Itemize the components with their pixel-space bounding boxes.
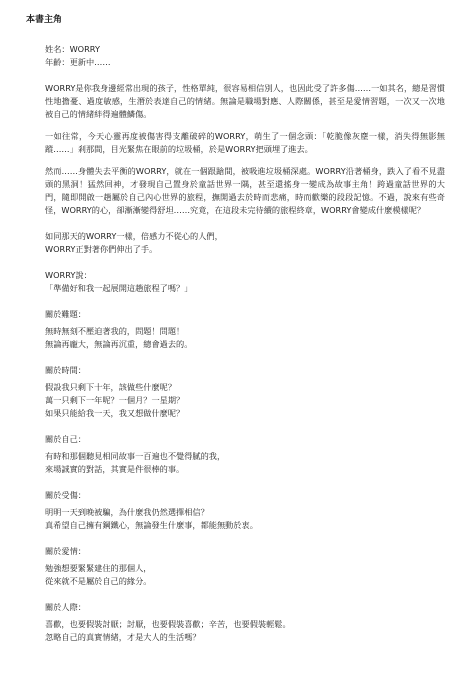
section-line: 有時和那個聽見相同故事一百遍也不覺得膩的我， bbox=[45, 451, 226, 461]
intro-line: WORRY正對著你們伸出了手。 bbox=[45, 244, 158, 254]
section-line: 勉強想要緊緊建住的那個人， bbox=[45, 563, 152, 573]
intro-lines bbox=[21, 230, 453, 256]
section-social bbox=[21, 601, 453, 644]
section-head: 關於受傷： bbox=[45, 490, 86, 500]
section-self bbox=[21, 433, 453, 476]
worry-says-quote: 「準備好和我一起展開這趟旅程了嗎？」 bbox=[45, 283, 193, 293]
section-line: 明明一天到晚被騙，為什麼我仍然選擇相信？ bbox=[45, 507, 209, 517]
intro-line: 如同那天的WORRY一樣，倍感力不從心的人們， bbox=[45, 231, 223, 241]
name-line: 姓名：WORRY bbox=[45, 44, 100, 54]
section-hurt bbox=[21, 489, 453, 532]
paragraph-intro: WORRY是你我身邊經常出現的孩子，性格單純，很容易相信別人，也因此受了許多傷……一如其名，總是習慣性地擔憂、過度敏感，生潛於表達自己的情緒。無論是職場對應、人際關係，甚至是愛情習題，一次又一次地被自己的情緒絆得遍體鱗傷。 bbox=[45, 83, 445, 119]
section-time bbox=[21, 364, 453, 420]
section-line: 無論再龐大，無論再沉重，總會過去的。 bbox=[45, 339, 193, 349]
section-line: 喜歡，也要假裝討厭；討厭，也要假裝喜歡；辛苦，也要假裝輕鬆。 bbox=[45, 619, 291, 629]
worry-says bbox=[21, 269, 453, 295]
paragraph-fairytale: 然而……身體失去平衡的WORRY，就在一個跟蹌間，被吸進垃圾桶深處。WORRY沿著桶身，跌入了看不見盡頭的黑洞！猛然回神，才發現自己置身於童話世界一隅，甚至還搖身一變成為故事主角！跨過童話世界的大門，隨即開啟一趟屬於自己內心世界的旅程，撫開過去於時而悲痛，時而歡樂的段段記憶。不過，說來有些奇怪，WORRY的心，卻漸漸變得舒坦……究竟，在這段未完待續的旅程終章，WORRY會變成什麼模樣呢？ bbox=[45, 166, 445, 215]
section-head: 關於愛情： bbox=[45, 546, 86, 556]
section-head: 關於難題： bbox=[45, 309, 86, 319]
section-line: 忽略自己的真實情緒，才是大人的生活嗎？ bbox=[45, 632, 201, 642]
section-problems bbox=[21, 308, 453, 351]
section-line: 無時無刻不壓迫著我的，問題！問題！ bbox=[45, 326, 185, 336]
section-line: 真希望自己擁有鋼鐵心，無論發生什麼事，都能無動於衷。 bbox=[45, 520, 258, 530]
section-line: 如果只能給我一天，我又想做什麼呢？ bbox=[45, 408, 185, 418]
worry-says-head: WORRY說： bbox=[45, 270, 92, 280]
section-line: 從來就不是屬於自己的緣分。 bbox=[45, 576, 152, 586]
section-line: 萬一只剩下一年呢？一個月？一星期？ bbox=[45, 395, 185, 405]
section-head: 關於自己： bbox=[45, 434, 86, 444]
section-head: 關於時間： bbox=[45, 365, 86, 375]
section-love bbox=[21, 545, 453, 588]
section-line: 假設我只剩下十年，該做些什麼呢？ bbox=[45, 382, 177, 392]
section-head: 關於人際： bbox=[45, 602, 86, 612]
page-title: 本書主角 bbox=[26, 15, 63, 25]
age-line: 年齡：更新中…… bbox=[45, 57, 111, 67]
section-line: 來場誠實的對話，其實是件很棒的事。 bbox=[45, 464, 185, 474]
character-meta bbox=[45, 43, 453, 69]
paragraph-dustbin: 一如往常，今天心靈再度被傷害得支離破碎的WORRY，萌生了一個念頭：「乾脆像灰塵一樣，消失得無影無蹤……」剎那間，目光緊焦在眼前的垃圾桶，於是WORRY把頭埋了進去。 bbox=[45, 131, 445, 154]
